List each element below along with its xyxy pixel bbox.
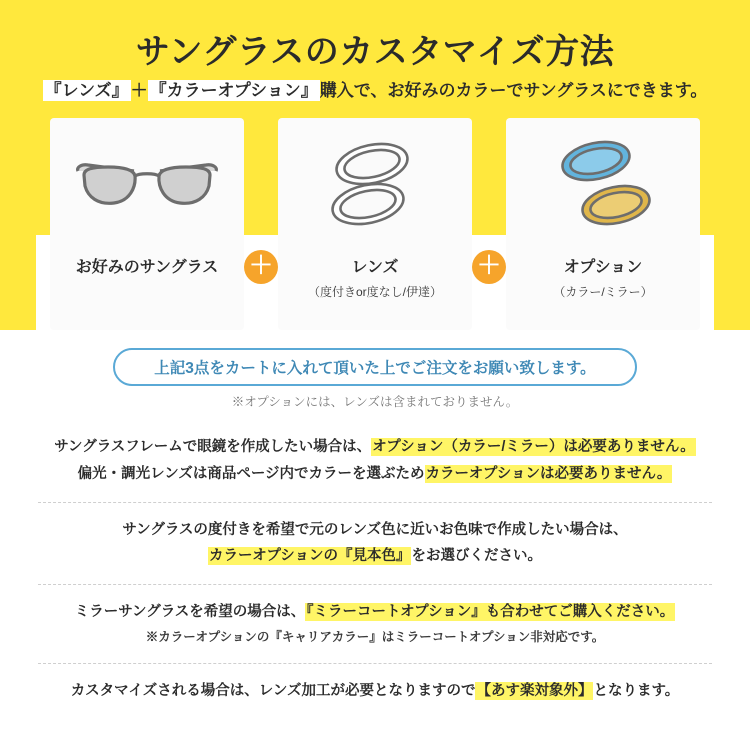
lens-pair-icon: [278, 118, 472, 258]
card-label: お好みのサングラス: [75, 259, 219, 276]
cart-instruction-pill: 上記3点をカートに入れて頂いた上でご注文をお願い致します。: [113, 348, 637, 386]
product-cards: [50, 118, 700, 330]
note-text: となります。: [593, 683, 680, 700]
note-line: [38, 461, 712, 488]
plus-icon-1: ＋: [244, 250, 278, 284]
note-block-2: [38, 502, 712, 585]
subtitle-part-lens: 『レンズ』: [44, 81, 129, 100]
subtitle-part-color-option: 『カラーオプション』: [149, 81, 318, 100]
note-line: [38, 434, 712, 461]
note-text: ※カラーオプションの『キャリアカラー』はミラーコートオプション非対応です。: [145, 630, 605, 645]
cart-instruction-note: ※オプションには、レンズは含まれておりません。: [231, 395, 519, 409]
page-title: サングラスのカスタマイズ方法: [135, 33, 615, 71]
header-band-right-edge: [714, 235, 750, 330]
notes-section: [38, 420, 712, 719]
note-text-highlight: カラーオプションは必要ありません。: [425, 465, 672, 482]
page-subtitle: [0, 76, 750, 101]
note-line: [38, 678, 712, 705]
note-text: サングラスの度付きを希望で元のレンズ色に近いお色味で作成したい場合は、: [122, 521, 628, 538]
note-block-4: [38, 663, 712, 719]
note-text-highlight: 『ミラーコートオプション』も合わせてご購入ください。: [306, 604, 675, 621]
note-block-3: [38, 584, 712, 663]
note-text-highlight: 【あす楽対象外】: [476, 683, 593, 700]
card-label: オプション: [563, 259, 643, 276]
subtitle-part-plus: ＋: [130, 81, 148, 100]
plus-icon-2: ＋: [472, 250, 506, 284]
note-line-small: [38, 626, 712, 649]
sunglasses-icon: [50, 118, 244, 258]
note-text: 偏光・調光レンズは商品ページ内でカラーを選ぶため: [77, 465, 425, 482]
note-text: サングラスフレームで眼鏡を作成したい場合は、: [54, 439, 372, 455]
color-option-icon: [506, 118, 700, 258]
note-text-highlight: オプション（カラー/ミラー）は必要ありません。: [372, 439, 695, 455]
note-text: ミラーサングラスを希望の場合は、: [74, 604, 306, 621]
header-band-left-edge: [0, 235, 36, 330]
card-lens: [278, 118, 472, 330]
note-text: をお選びください。: [411, 548, 542, 565]
note-text-highlight: カラーオプションの『見本色』: [209, 548, 411, 565]
note-line: [38, 517, 712, 544]
card-sunglasses: [50, 118, 244, 330]
card-sublabel: （度付きor度なし/伊達）: [307, 284, 442, 299]
subtitle-part-tail: 購入で、お好みのカラーでサングラスにできます。: [319, 81, 708, 100]
card-label: レンズ: [351, 259, 399, 276]
note-block-1: [38, 420, 712, 502]
note-line: [38, 599, 712, 626]
card-option: [506, 118, 700, 330]
note-line: [38, 543, 712, 570]
note-text: カスタマイズされる場合は、レンズ加工が必要となりますので: [70, 683, 476, 700]
card-sublabel: （カラー/ミラー）: [553, 284, 653, 299]
